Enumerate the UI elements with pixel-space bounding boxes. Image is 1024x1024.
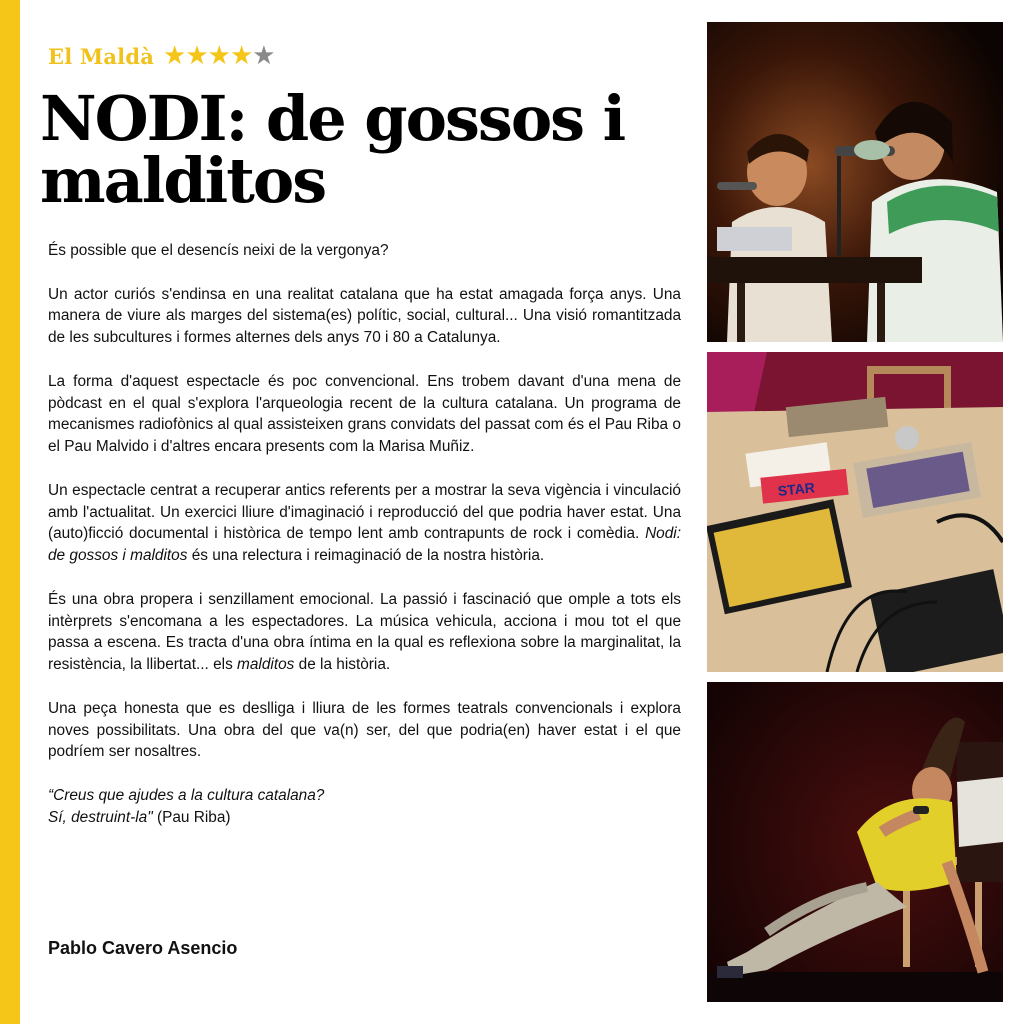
italic-word: malditos (237, 656, 295, 674)
photo-podcast-performers (707, 22, 1003, 342)
quote-line: “Creus que ajudes a la cultura catalana? (48, 786, 325, 804)
paragraph-4 (48, 480, 681, 567)
quote-line: Sí, destruint-la" (48, 808, 153, 826)
paragraph-2: Un actor curiós s'endinsa en una realitat catalana que ha estat amagada força anys. Una manera de viure als marges del sistema(es) polític, social, cultural... Una visió romantitzada de les subcultures i formes alternes dels anys 70 i 80 a Catalunya. (48, 285, 681, 347)
star-icon: ★ (207, 40, 230, 70)
paragraph-6: Una peça honesta que es deslliga i lliura de les formes teatrals convencionals i explora noves possibilitats. Una obra del que va(n) ser, del que podria(en) haver estat i el que podríem ser nosaltres. (48, 699, 681, 761)
paragraph-3: La forma d'aquest espectacle és poc convencional. Ens trobem davant d'una mena de pòdcast en el qual s'explora l'arqueologia recent de la cultura catalana. Un programa de mecanismes radiofònics al qual assisteixen grans convidats del passat com és el Pau Riba o el Pau Malvido i d'altres encara presents com la Marisa Muñiz. (48, 372, 681, 456)
venue-name: El Maldà (48, 44, 155, 69)
text-span: Un espectacle centrat a recuperar antics referents per a mostrar la seva vigència i vinculació amb l'actualitat. Un exercici lliure d'imaginació i reproducció del que podria haver estat. Una (auto)ficció documental i històrica de tempo lent amb contrapunts de rock i comèdia. (48, 481, 681, 543)
record-label: STAR (777, 479, 816, 500)
paragraph-5 (48, 589, 681, 676)
star-empty-icon: ★ (252, 40, 275, 70)
italic-title: Nodi: de gossos i malditos (48, 525, 681, 565)
star-icon: ★ (185, 40, 208, 70)
review-title: NODI: de gossos i malditos (40, 82, 625, 217)
photo-table-records (707, 352, 1003, 672)
review-body (48, 240, 681, 851)
author-name: Pablo Cavero Asencio (48, 938, 238, 958)
text-span: és una relectura i reimaginació de la nostra història. (187, 547, 545, 565)
star-icon: ★ (229, 40, 253, 70)
rating-stars (163, 42, 275, 68)
text-span: de la història. (294, 656, 391, 674)
paragraph-intro: És possible que el desencís neixi de la vergonya? (48, 242, 389, 259)
accent-bar (0, 0, 20, 1024)
quote-attribution: (Pau Riba) (152, 808, 231, 826)
photo-dancer-microphone (707, 682, 1003, 1002)
text-span: És una obra propera i senzillament emocional. La passió i fascinació que omple a tots els intèrprets s'encomana a les espectadores. La música vehicula, acciona i mou tot el que passa a escena. Es tracta d'una obra íntima en la qual es reflexiona sobre la marginalitat, la resistència, la llibertat... els (48, 590, 681, 674)
quote (48, 785, 681, 829)
star-icon: ★ (163, 40, 186, 70)
